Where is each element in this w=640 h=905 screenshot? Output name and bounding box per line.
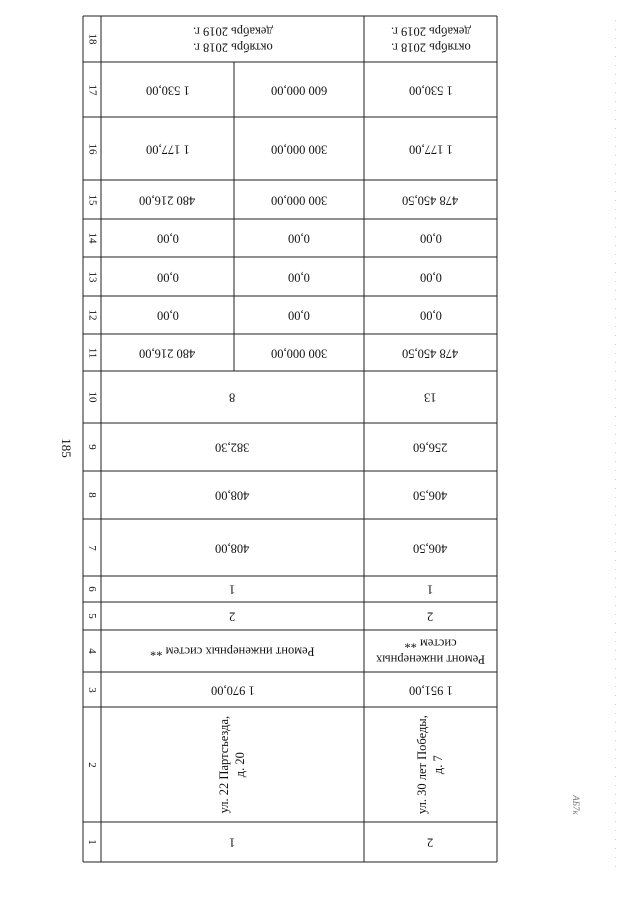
row1-col10-cell xyxy=(101,371,364,423)
row1-col8: 408,00 xyxy=(215,488,250,503)
row1-col5: 2 xyxy=(229,609,236,624)
row1-address-cell xyxy=(101,707,364,822)
row1-col8-cell xyxy=(101,471,364,519)
row2-col13: 0,00 xyxy=(419,270,442,285)
column-number-8-cell xyxy=(83,471,101,519)
row1-col12-funding: 0,00 xyxy=(288,308,310,323)
row2-work-type xyxy=(376,635,485,666)
row2-col17: 1 530,00 xyxy=(408,83,453,98)
row2-col6: 1 xyxy=(427,582,434,597)
row1-col17-total: 1 530,00 xyxy=(145,83,190,98)
row1-col17-total-cell xyxy=(101,62,234,117)
row2-work-type-cell xyxy=(364,630,497,672)
row1-address-line: ул. 22 Партсъезда, xyxy=(216,715,231,814)
column-number-14-cell xyxy=(83,219,101,257)
row2-col8-cell xyxy=(364,471,497,519)
row1-col12-total-cell xyxy=(101,296,234,334)
row2-period-cell xyxy=(364,16,497,62)
row2-area-cell xyxy=(364,672,497,707)
row1-col6-cell xyxy=(101,576,364,602)
row2-col5: 2 xyxy=(427,609,434,624)
row2-col10-cell xyxy=(364,371,497,423)
row1-col15-total-cell xyxy=(101,180,234,219)
scan-edge-dots xyxy=(615,20,616,870)
row1-col16-total: 1 177,00 xyxy=(145,142,190,157)
column-number-18: 18 xyxy=(86,33,98,45)
row1-address-line: д. 20 xyxy=(232,751,247,778)
row1-col9: 382,30 xyxy=(215,440,250,455)
row2-col7: 406,50 xyxy=(413,541,448,556)
row1-col13-total-cell xyxy=(101,257,234,296)
row1-col10: 8 xyxy=(229,390,236,405)
column-number-17-cell xyxy=(83,62,101,117)
column-number-12: 12 xyxy=(86,309,98,321)
row1-col14-total-cell xyxy=(101,219,234,257)
row1-work-type-cell xyxy=(101,630,364,672)
row2-area: 1 951,00 xyxy=(408,683,453,698)
row2-col9: 256,60 xyxy=(413,440,448,455)
row1-col14-funding: 0,00 xyxy=(288,231,310,246)
row1-col12-funding-cell xyxy=(234,296,364,334)
row1-col11-total: 480 216,00 xyxy=(139,346,196,361)
row2-col11-cell xyxy=(364,334,497,371)
column-number-12-cell xyxy=(83,296,101,334)
row1-col15-funding-cell xyxy=(234,180,364,219)
column-number-6: 6 xyxy=(86,586,98,592)
column-number-6-cell xyxy=(83,576,101,602)
row2-period-line: декабрь 2019 г. xyxy=(390,25,471,39)
row2-period-line: октябрь 2018 г. xyxy=(390,40,471,55)
column-number-15-cell xyxy=(83,180,101,219)
column-number-1: 1 xyxy=(86,839,98,845)
row2-col16-cell xyxy=(364,117,497,180)
row2-col5-cell xyxy=(364,602,497,630)
row1-period xyxy=(193,23,273,54)
row1-period-cell xyxy=(101,16,364,62)
row1-col15-funding: 300 000,00 xyxy=(270,193,328,208)
row1-col13-funding: 0,00 xyxy=(288,270,310,285)
column-number-7-cell xyxy=(83,519,101,576)
row2-col9-cell xyxy=(364,423,497,471)
row2-col15: 478 450,50 xyxy=(402,193,459,208)
row1-col11-funding-cell xyxy=(234,334,364,371)
column-number-8: 8 xyxy=(86,492,98,498)
column-number-10: 10 xyxy=(86,391,98,403)
column-number-17: 17 xyxy=(86,84,98,95)
row2-address-line: д. 7 xyxy=(430,755,445,774)
row2-address xyxy=(415,715,446,814)
row2-address-cell xyxy=(364,707,497,822)
row1-col17-funding: 600 000,00 xyxy=(270,83,328,98)
row1-period-line: декабрь 2019 г. xyxy=(192,25,273,39)
row1-col13-funding-cell xyxy=(234,257,364,296)
row2-col10: 13 xyxy=(424,390,437,405)
row1-col16-funding-cell xyxy=(234,117,364,180)
column-number-2-cell xyxy=(83,707,101,822)
row1-area: 1 970,00 xyxy=(210,683,255,698)
column-number-16: 16 xyxy=(86,143,98,154)
row1-number-cell xyxy=(101,822,364,862)
row1-col6: 1 xyxy=(229,582,236,597)
row2-col12-cell xyxy=(364,296,497,334)
row2-address-line: ул. 30 лет Победы, xyxy=(414,715,429,814)
row1-col16-funding: 300 000,00 xyxy=(270,142,328,157)
row1-area-cell xyxy=(101,672,364,707)
row2-work-type-line: систем ** xyxy=(404,637,457,651)
row2-col17-cell xyxy=(364,62,497,117)
row1-number: 1 xyxy=(229,835,236,850)
row1-col16-total-cell xyxy=(101,117,234,180)
row2-period xyxy=(391,23,471,54)
row2-col13-cell xyxy=(364,257,497,296)
column-number-18-cell xyxy=(83,16,101,62)
row1-col14-funding-cell xyxy=(234,219,364,257)
column-number-13-cell xyxy=(83,257,101,296)
column-number-10-cell xyxy=(83,371,101,423)
column-number-5-cell xyxy=(83,602,101,630)
row1-col17-funding-cell xyxy=(234,62,364,117)
margin-handwritten-mark: АБ7к xyxy=(570,795,581,815)
row1-period-line: октябрь 2018 г. xyxy=(192,40,273,55)
column-number-4: 4 xyxy=(86,648,98,654)
row1-col13-total: 0,00 xyxy=(156,270,179,285)
row1-col14-total: 0,00 xyxy=(156,231,179,246)
row2-number: 2 xyxy=(427,835,434,850)
row1-col7: 408,00 xyxy=(215,541,250,556)
row1-work-type: Ремонт инженерных систем ** xyxy=(150,644,315,659)
column-number-5: 5 xyxy=(86,613,98,619)
row1-address xyxy=(217,716,248,814)
column-number-11: 11 xyxy=(86,347,98,358)
column-number-4-cell xyxy=(83,630,101,672)
row2-col16: 1 177,00 xyxy=(408,142,453,157)
row2-col14-cell xyxy=(364,219,497,257)
row1-col7-cell xyxy=(101,519,364,576)
row2-col11: 478 450,50 xyxy=(402,346,459,361)
row1-col11-funding: 300 000,00 xyxy=(270,346,328,361)
row2-col6-cell xyxy=(364,576,497,602)
row1-col9-cell xyxy=(101,423,364,471)
column-number-3-cell xyxy=(83,672,101,707)
column-number-7: 7 xyxy=(86,544,98,551)
row2-col15-cell xyxy=(364,180,497,219)
column-number-9: 9 xyxy=(86,444,98,450)
row1-col15-total: 480 216,00 xyxy=(139,193,196,208)
row2-col8: 406,50 xyxy=(413,488,448,503)
column-number-2: 2 xyxy=(86,761,98,768)
column-number-3: 3 xyxy=(86,686,98,693)
column-number-9-cell xyxy=(83,423,101,471)
row1-col5-cell xyxy=(101,602,364,630)
row2-col12: 0,00 xyxy=(419,308,442,323)
column-number-1-cell xyxy=(83,822,101,862)
column-number-13: 13 xyxy=(86,271,98,282)
column-number-15: 15 xyxy=(86,194,98,205)
row1-col12-total: 0,00 xyxy=(156,308,179,323)
column-number-11-cell xyxy=(83,334,101,371)
row2-work-type-line: Ремонт инженерных xyxy=(376,652,485,667)
column-number-16-cell xyxy=(83,117,101,180)
row1-col11-total-cell xyxy=(101,334,234,371)
row2-col7-cell xyxy=(364,519,497,576)
page-number: 185 xyxy=(58,438,74,458)
row2-number-cell xyxy=(364,822,497,862)
column-number-14: 14 xyxy=(86,232,98,244)
row2-col14: 0,00 xyxy=(419,231,442,246)
